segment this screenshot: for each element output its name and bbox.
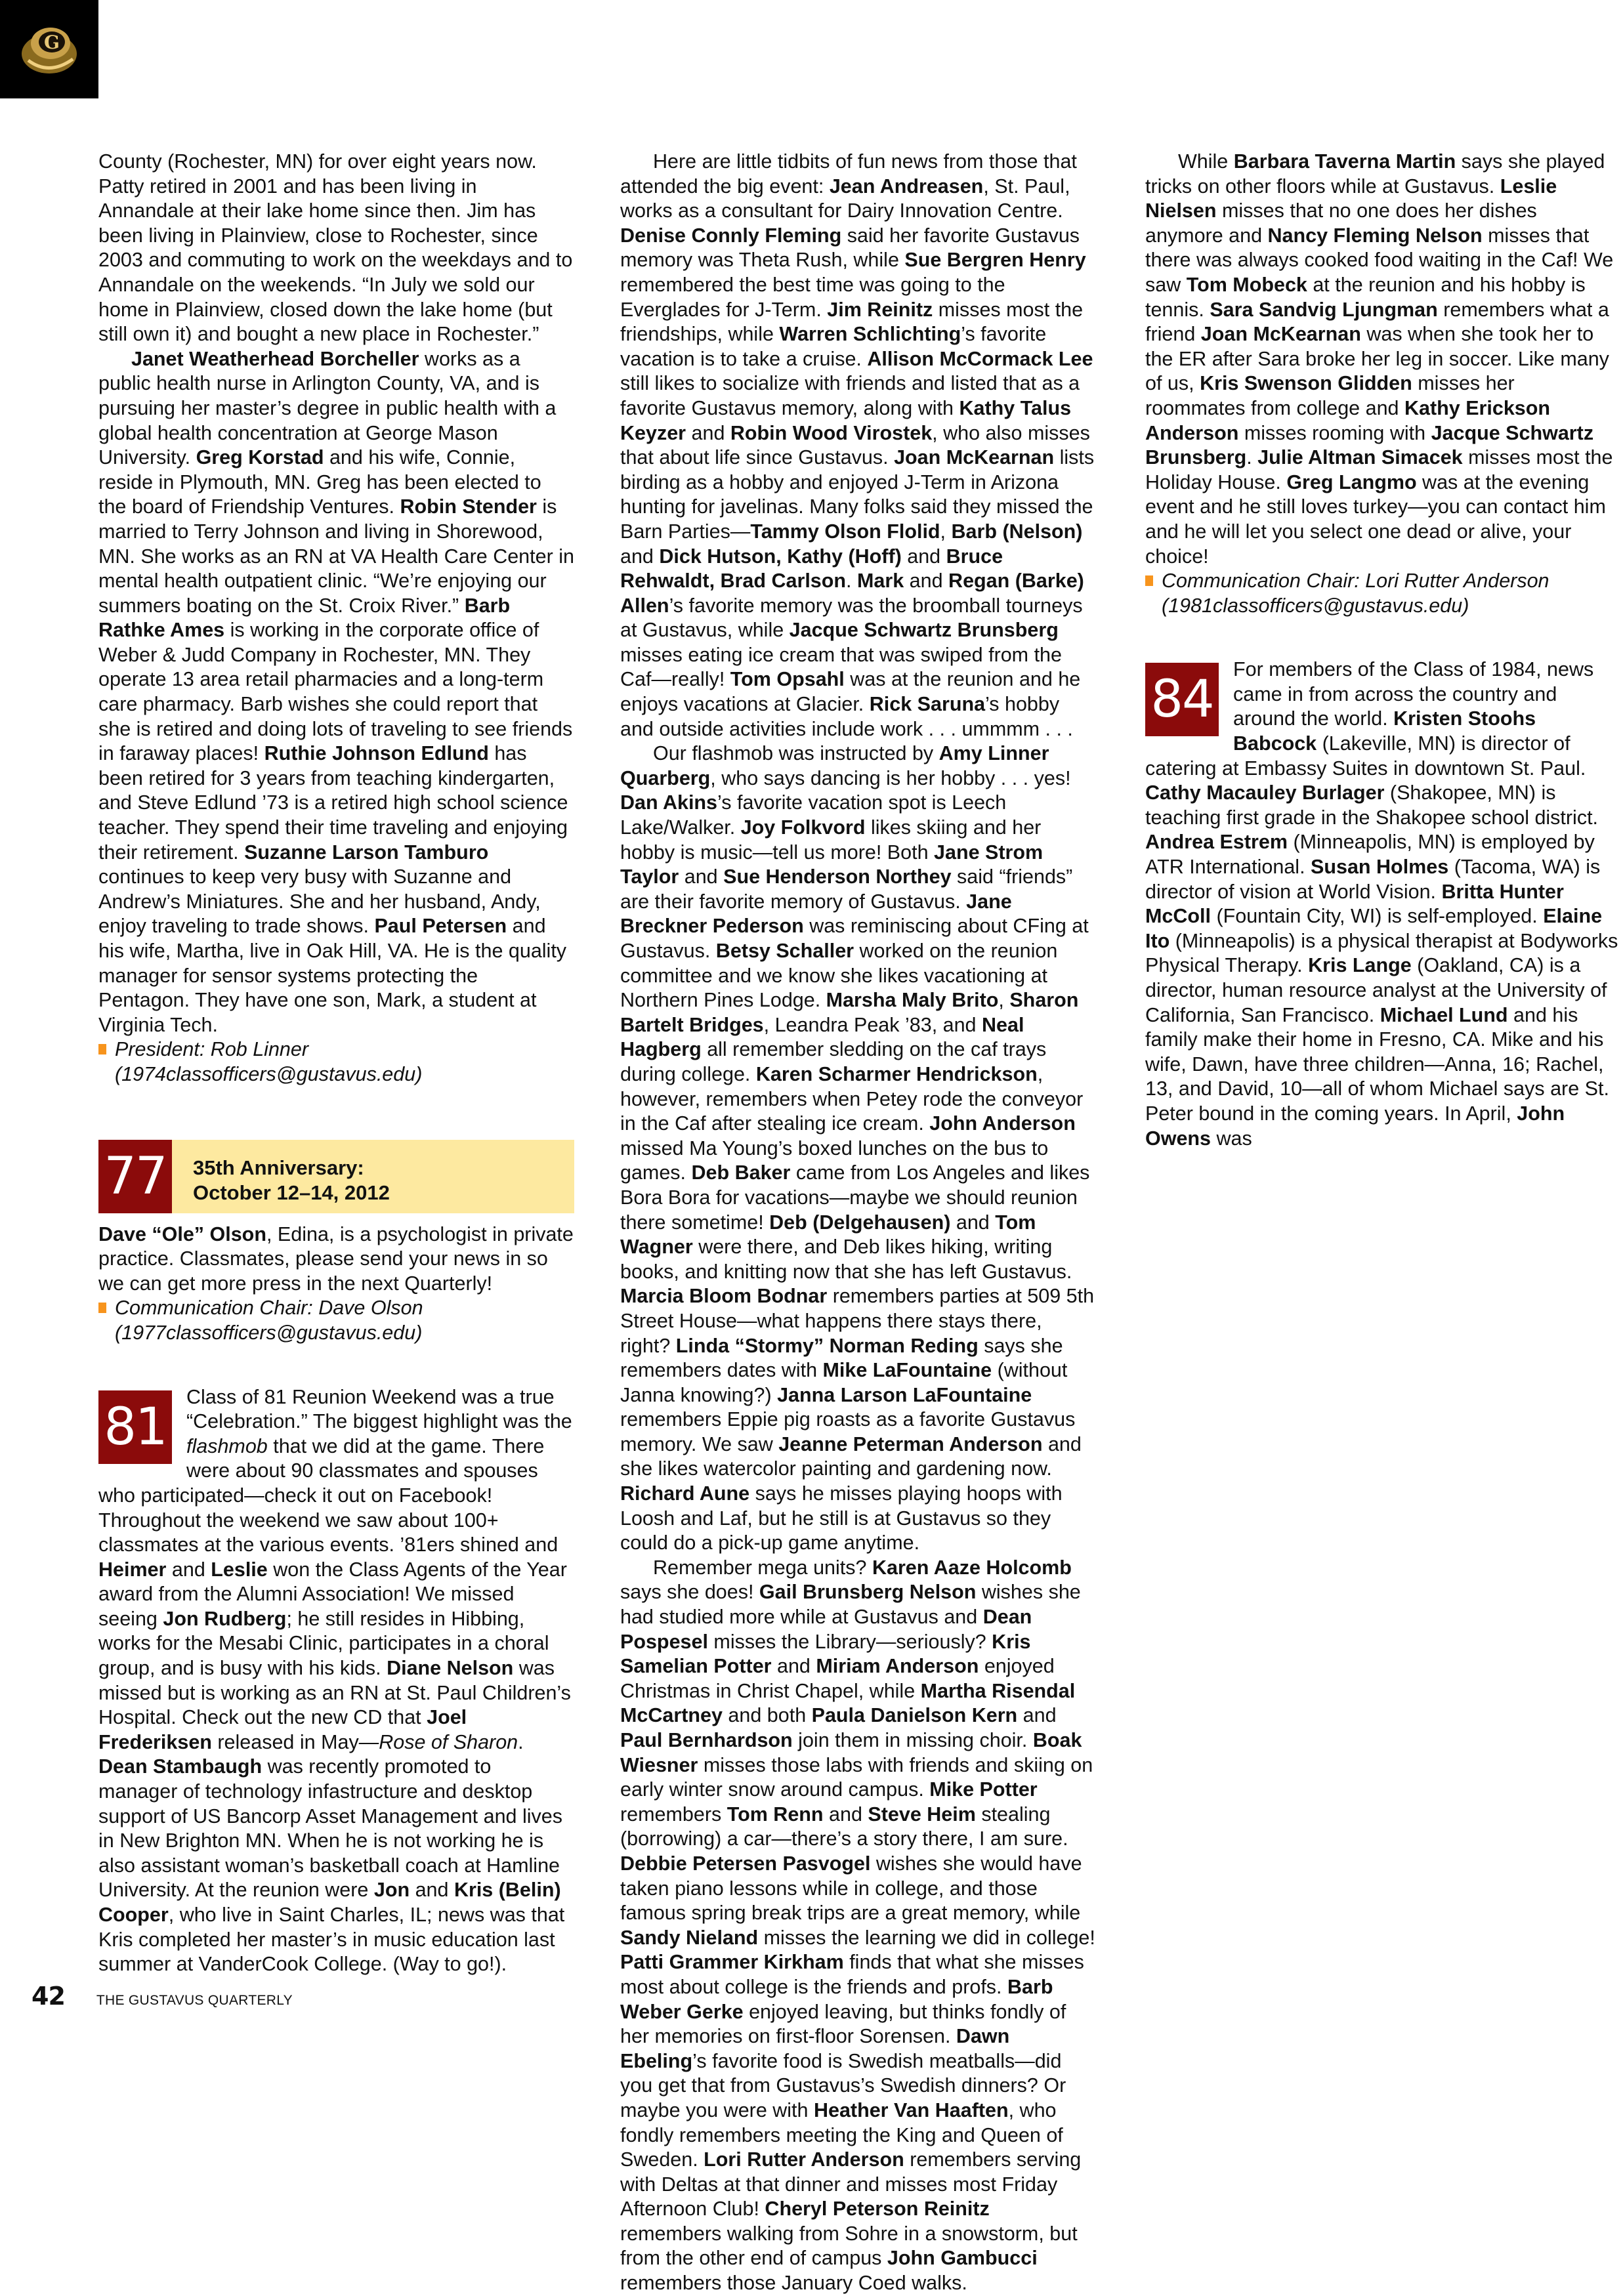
- body-text: and: [620, 545, 660, 568]
- body-text: .: [518, 1730, 524, 1753]
- person-name: Cheryl Peterson Reinitz: [765, 2198, 990, 2221]
- person-name: Jane Strom Taylor: [620, 841, 1043, 888]
- body-text: and: [950, 1211, 996, 1234]
- body-text: continues to keep very busy with Suzanne and Andrew’s Miniatures. She and her husband, Andy, enjoy traveling to trade shows.: [98, 866, 541, 938]
- class-ring-logo: [0, 0, 98, 98]
- person-name: Deb Baker: [691, 1161, 791, 1184]
- body-text: enjoyed leaving, but thinks fondly of her memories on first-floor Sorensen.: [620, 2000, 1066, 2048]
- person-name: Deb (Delgehausen): [769, 1211, 951, 1234]
- body-text: misses that there was always cooked food waiting in the Caf! We saw: [1145, 224, 1614, 296]
- officer-email[interactable]: (1977classofficers@gustavus.edu): [115, 1321, 423, 1344]
- person-name: Jean Andreasen: [829, 175, 984, 198]
- person-name: Tammy Olson Flolid: [750, 520, 940, 543]
- body-text: likes skiing and her hobby is music—tell us more! Both: [620, 816, 1042, 864]
- person-name: Martha Risendal McCartney: [620, 1679, 1076, 1727]
- person-name: Karen Aaze Holcomb: [872, 1556, 1072, 1579]
- body-text: , who live in Saint Charles, IL; news was that Kris completed her master’s in music education last summer at VanderCook College. (Way to go!).: [98, 1904, 565, 1976]
- body-text: misses eating ice cream that was swiped from the Caf—really!: [620, 643, 1062, 691]
- body-text: worked on the reunion committee and we know she likes vacationing at Northern Pines Lodge.: [620, 940, 1058, 1012]
- body-text: ; he still resides in Hibbing, works for the Mesabi Clinic, participates in a choral group, and is busy with his kids.: [98, 1607, 549, 1680]
- officer-email[interactable]: (1974classofficers@gustavus.edu): [115, 1062, 423, 1085]
- square-bullet-icon: [98, 1303, 106, 1313]
- body-text: (Tacoma, WA) is director of vision at World Vision.: [1145, 856, 1601, 903]
- officer-email[interactable]: (1981classofficers@gustavus.edu): [1162, 594, 1469, 617]
- body-text: , who says dancing is her hobby . . . yes!: [710, 766, 1071, 789]
- person-name: Robin Wood Virostek: [730, 421, 933, 444]
- body-text: .: [1246, 446, 1258, 469]
- body-text: misses those labs with friends and skiing on early winter snow around campus.: [620, 1753, 1093, 1801]
- body-text: and: [1017, 1704, 1057, 1727]
- person-name: Joan McKearnan: [894, 446, 1055, 469]
- body-text: is married to Terry Johnson and living in Shorewood, MN. She works as an RN at VA Health Care Center in mental health outpatient clinic. “We’re enjoying our summers boating on the St. Croix River.”: [98, 495, 574, 617]
- person-name: Nancy Fleming Nelson: [1267, 224, 1483, 247]
- person-name: Sharon Bartelt Bridges: [620, 989, 1079, 1036]
- person-name: John Anderson: [929, 1112, 1076, 1135]
- person-name: Neal Hagberg: [620, 1013, 1024, 1061]
- person-name: Steve Heim: [868, 1803, 976, 1826]
- class81-paragraph-2: [620, 150, 1096, 741]
- svg-text:G: G: [44, 31, 60, 53]
- body-text: ,: [998, 989, 1010, 1012]
- person-name: Heather Van Haaften: [813, 2098, 1009, 2121]
- body-text: and: [166, 1558, 211, 1581]
- person-name: Leslie Nielsen: [1145, 175, 1557, 222]
- publication-name: THE GUSTAVUS QUARTERLY: [96, 1993, 293, 2008]
- person-name: Denise Connly Fleming: [620, 224, 842, 247]
- person-name: Dean Pospesel: [620, 1606, 1032, 1653]
- person-name: Elaine Ito: [1145, 905, 1603, 952]
- body-text: remembers what a friend: [1145, 298, 1609, 346]
- body-text: was reminiscing about CFing at Gustavus.: [620, 915, 1089, 962]
- body-text: County (Rochester, MN) for over eight years now. Patty retired in 2001 and has been living in Annandale at their lake home since then. Jim has been living in Plainview, close to Rochester, since 2003 and commuting to work on the weekdays and to Annandale on the weekends. “In July we sold our home in Plainview, closed down the lake home (but still own it) and bought a new place in Rochester.”: [98, 150, 573, 346]
- class74-officer: [98, 1037, 574, 1087]
- italic-text: Rose of Sharon: [379, 1730, 518, 1753]
- person-name: Marcia Bloom Bodnar: [620, 1285, 828, 1308]
- person-name: Britta Hunter McColl: [1145, 880, 1564, 928]
- body-text: lists birding as a hobby and enjoyed J-Term in Arizona hunting for javelinas. Many folks said they missed the Barn Parties—: [620, 446, 1095, 543]
- person-name: Sandy Nieland: [620, 1926, 759, 1949]
- body-text: ,: [940, 520, 952, 543]
- person-name: Tom Renn: [727, 1803, 824, 1826]
- person-name: Allison McCormack Lee: [867, 347, 1093, 370]
- person-name: Mike LaFountaine: [822, 1359, 992, 1382]
- person-name: Warren Schlichting: [779, 323, 961, 346]
- person-name: Kristen Stoohs Babcock: [1233, 707, 1536, 755]
- body-text: was when she took her to the ER after Sara broke her leg in soccer. Like many of us,: [1145, 323, 1609, 395]
- body-text: wishes she had studied more while at Gustavus and: [620, 1581, 1081, 1629]
- body-text: (Fountain City, WI) is self-employed.: [1210, 905, 1544, 928]
- person-name: Barbara Taverna Martin: [1233, 150, 1456, 173]
- person-name: Tom Wagner: [620, 1211, 1036, 1259]
- person-name: Robin Stender: [400, 495, 537, 518]
- body-text: (Shakopee, MN) is teaching first grade in the Shakopee school district.: [1145, 782, 1599, 829]
- body-text: Here are little tidbits of fun news from those that attended the big event:: [620, 150, 1077, 198]
- column-2: [620, 150, 1096, 2296]
- square-bullet-icon: [1145, 575, 1153, 586]
- body-text: misses that no one does her dishes anymore and: [1145, 199, 1537, 247]
- person-name: Bruce Rehwaldt, Brad Carlson: [620, 545, 1003, 593]
- person-name: Heimer: [98, 1558, 167, 1581]
- class77-officer: [98, 1296, 574, 1345]
- person-name: Regan (Barke) Allen: [620, 570, 1084, 617]
- person-name: Dave “Ole” Olson: [98, 1222, 266, 1245]
- person-name: Jon Rudberg: [163, 1607, 287, 1630]
- page-footer: [32, 1982, 293, 2011]
- body-text: .: [846, 570, 857, 593]
- class-year-badge: 84: [1145, 663, 1219, 736]
- body-text: Class of 81 Reunion Weekend was a true “Celebration.” The biggest highlight was the: [186, 1385, 572, 1433]
- body-text: , Edina, is a psychologist in private practice. Classmates, please send your news in so we can get more press in the next Quarterly!: [98, 1222, 574, 1295]
- person-name: Greg Langmo: [1286, 470, 1417, 493]
- anniversary-dates: October 12–14, 2012: [193, 1180, 390, 1204]
- person-name: Cathy Macauley Burlager: [1145, 782, 1385, 804]
- person-name: Leslie: [211, 1558, 268, 1581]
- square-bullet-icon: [98, 1044, 106, 1054]
- body-text: was missed but is working as an RN at St. Paul Children’s Hospital. Check out the new CD that: [98, 1657, 571, 1729]
- person-name: Jacque Schwartz Brunsberg: [1145, 421, 1594, 469]
- body-text: at the reunion and his hobby is tennis.: [1145, 273, 1586, 321]
- body-text: released in May—: [211, 1730, 379, 1753]
- body-text: has been retired for 3 years from teaching kindergarten, and Steve Edlund ’73 is a retired high school science teacher. They spend their time traveling and enjoying their retirement.: [98, 742, 568, 864]
- body-text: remembers Eppie pig roasts as a favorite Gustavus memory. We saw: [620, 1408, 1076, 1455]
- person-name: Dick Hutson, Kathy (Hoff): [659, 545, 902, 568]
- person-name: Sue Henderson Northey: [723, 866, 952, 888]
- body-text: (Minneapolis, MN) is employed by ATR International.: [1145, 831, 1595, 879]
- body-text: says she remembers dates with: [620, 1334, 1063, 1382]
- body-text: is working in the corporate office of Weber & Judd Company in Rochester, MN. They operate 13 area retail pharmacies and a long-term care pharmacy. Barb wishes she could report that she is retired and doing lots of traveling to see friends in faraway places!: [98, 619, 573, 765]
- body-text: Our flashmob was instructed by: [653, 742, 939, 765]
- person-name: Andrea Estrem: [1145, 831, 1288, 854]
- class81-paragraph-5: [1145, 150, 1619, 569]
- body-text: came from Los Angeles and likes Bora Bora for vacations—maybe we should reunion there sometime!: [620, 1161, 1090, 1234]
- person-name: Jane Breckner Pederson: [620, 890, 1012, 938]
- person-name: Marsha Maly Brito: [826, 989, 999, 1012]
- person-name: Jim Reinitz: [827, 298, 933, 321]
- body-text: (without Janna knowing?): [620, 1359, 1068, 1406]
- body-text: remembers: [620, 1803, 727, 1826]
- body-text: misses most the Holiday House.: [1145, 446, 1613, 493]
- person-name: Julie Altman Simacek: [1257, 446, 1463, 469]
- person-name: Barb Rathke Ames: [98, 594, 511, 642]
- person-name: Jeanne Peterman Anderson: [778, 1432, 1043, 1455]
- body-text: says she does!: [620, 1581, 759, 1604]
- person-name: Janna Larson LaFountaine: [777, 1383, 1032, 1406]
- body-text: stealing (borrowing) a car—there’s a story there, I am sure.: [620, 1803, 1068, 1850]
- officer-title: President: Rob Linner: [115, 1038, 309, 1061]
- body-text: and his family make their home in Fresno, CA. Mike and his wife, Dawn, have three children—Anna, 16; Rachel, 13, and David, 10—all of whom Michael says are St. Peter bound in the coming years. In April,: [1145, 1003, 1609, 1125]
- person-name: Paula Danielson Kern: [811, 1704, 1018, 1727]
- person-name: Joel Frederiksen: [98, 1706, 467, 1753]
- person-name: Kris Lange: [1308, 954, 1412, 977]
- body-text: ’s favorite memory was the broomball tourneys at Gustavus, while: [620, 594, 1083, 642]
- person-name: Miriam Anderson: [816, 1655, 979, 1678]
- person-name: Linda “Stormy” Norman Reding: [675, 1334, 979, 1357]
- body-text: misses her roommates from college and: [1145, 372, 1515, 419]
- body-text: was recently promoted to manager of technology infastructure and desktop support of US Bancorp Asset Management and lives in New Brighton MN. When he is not working he is also assistant woman’s basketball coach at Hamline University. At the reunion were: [98, 1755, 562, 1902]
- person-name: Kris Swenson Glidden: [1200, 372, 1412, 395]
- person-name: Tom Opsahl: [730, 668, 845, 691]
- person-name: Jon: [373, 1879, 410, 1902]
- body-text: misses the learning we did in college!: [758, 1926, 1095, 1949]
- person-name: Suzanne Larson Tamburo: [244, 841, 489, 864]
- body-text: For members of the Class of 1984, news came in from across the country and around the world.: [1233, 658, 1594, 730]
- body-text: While: [1178, 150, 1234, 173]
- body-text: (Minneapolis) is a physical therapist at Bodyworks Physical Therapy.: [1145, 929, 1618, 977]
- body-text: , St. Paul, works as a consultant for Dairy Innovation Centre.: [620, 175, 1070, 222]
- body-text: and: [901, 545, 946, 568]
- body-text: missed Ma Young’s boxed lunches on the bus to games.: [620, 1137, 1049, 1184]
- body-text: (Lakeville, MN) is director of catering at Embassy Suites in downtown St. Paul.: [1145, 732, 1586, 780]
- body-text: and: [679, 866, 724, 888]
- body-text: ’s favorite vacation is to take a cruise.: [620, 323, 1047, 370]
- person-name: Kris (Belin) Cooper: [98, 1879, 561, 1926]
- person-name: Tom Mobeck: [1186, 273, 1307, 296]
- class81-paragraph-4: [620, 1556, 1096, 2296]
- class-ring-icon: [10, 13, 89, 85]
- class74-paragraph-1: [98, 150, 574, 347]
- body-text: and: [823, 1803, 868, 1826]
- body-text: wishes she would have taken piano lessons while in college, and those famous spring break trips are a great memory, while: [620, 1852, 1082, 1925]
- person-name: Debbie Petersen Pasvogel: [620, 1852, 871, 1875]
- class81-officer: [1145, 569, 1619, 618]
- body-text: Remember mega units?: [653, 1556, 872, 1579]
- person-name: Dawn Ebeling: [620, 2025, 1010, 2072]
- person-name: Sue Bergren Henry: [904, 249, 1086, 272]
- person-name: Greg Korstad: [196, 446, 324, 469]
- body-text: was at the evening event and he still loves turkey—you can contact him and he will let you select one dead or alive, your choice!: [1145, 470, 1606, 568]
- person-name: Rick Saruna: [869, 693, 986, 716]
- person-name: Lori Rutter Anderson: [704, 2148, 904, 2171]
- person-name: Barb Weber Gerke: [620, 1975, 1053, 2023]
- body-text: and: [686, 421, 730, 444]
- person-name: Kris Samelian Potter: [620, 1630, 1031, 1678]
- body-text: and: [904, 570, 949, 593]
- body-text: works as a public health nurse in Arlington County, VA, and is pursuing her master’s degree in public health with a global health concentration at George Mason University.: [98, 347, 557, 469]
- person-name: Kathy Erickson Anderson: [1145, 396, 1551, 444]
- anniversary-title: 35th Anniversary:: [193, 1156, 364, 1179]
- body-text: and: [410, 1879, 454, 1902]
- class81-paragraph-1: [98, 1385, 574, 1977]
- person-name: Betsy Schaller: [715, 940, 854, 962]
- person-name: Paul Petersen: [374, 915, 507, 938]
- body-text: all remember sledding on the caf trays during college.: [620, 1038, 1047, 1085]
- body-text: and she likes watercolor painting and gardening now.: [620, 1432, 1082, 1480]
- person-name: Patti Grammer Kirkham: [620, 1951, 844, 1974]
- body-text: join them in missing choir.: [792, 1729, 1033, 1751]
- class81-paragraph-3: [620, 741, 1096, 1556]
- column-1: [98, 150, 574, 1977]
- body-text: and his wife, Martha, live in Oak Hill, VA. He is the quality manager for sensor systems protecting the Pentagon. They have one son, Mark, a student at Virginia Tech.: [98, 915, 567, 1036]
- person-name: Karen Scharmer Hendrickson: [755, 1062, 1038, 1085]
- body-text: , who also misses that about life since Gustavus.: [620, 421, 1090, 469]
- person-name: Diane Nelson: [387, 1657, 514, 1680]
- officer-title: Communication Chair: Lori Rutter Anderson: [1162, 570, 1549, 593]
- body-text: remembers those January Coed walks.: [620, 2272, 967, 2295]
- person-name: Sara Sandvig Ljungman: [1210, 298, 1438, 321]
- class74-paragraph-2: [98, 347, 574, 1038]
- person-name: John Owens: [1145, 1102, 1565, 1150]
- body-text: remembered the best time was going to the Everglades for J-Term.: [620, 273, 1005, 321]
- officer-title: Communication Chair: Dave Olson: [115, 1297, 423, 1320]
- person-name: Susan Holmes: [1311, 856, 1449, 879]
- body-text: said her favorite Gustavus memory was Theta Rush, while: [620, 224, 1080, 272]
- body-text: was: [1211, 1127, 1252, 1150]
- class77-paragraph-1: [98, 1222, 574, 1297]
- body-text: that we did at the game. There were about 90 classmates and spouses who participated—check it out on Facebook! Throughout the weekend we saw about 100+ classmates at the various events. ’81ers shined and: [98, 1434, 559, 1556]
- person-name: Gail Brunsberg Nelson: [759, 1581, 977, 1604]
- body-text: , Leandra Peak ’83, and: [763, 1013, 982, 1036]
- body-text: , who fondly remembers meeting the King and Queen of Sweden.: [620, 2098, 1063, 2171]
- page-number: 42: [32, 1982, 65, 2011]
- person-name: Paul Bernhardson: [620, 1729, 793, 1751]
- body-text: ’s favorite vacation spot is Leech Lake/Walker.: [620, 791, 1007, 839]
- body-text: and both: [722, 1704, 812, 1727]
- body-text: says she played tricks on other floors while at Gustavus.: [1145, 150, 1605, 198]
- class-year-badge: 77: [98, 1140, 172, 1213]
- person-name: Boak Wiesner: [620, 1729, 1082, 1776]
- person-name: Kathy Talus Keyzer: [620, 396, 1072, 444]
- anniversary-heading: [172, 1140, 390, 1213]
- body-text: says he misses playing hoops with Loosh and Laf, but he still is at Gustavus so they could do a pick-up game anytime.: [620, 1482, 1063, 1555]
- body-text: won the Class Agents of the Year award from the Alumni Association! We missed seeing: [98, 1558, 567, 1630]
- person-name: Dan Akins: [620, 791, 718, 814]
- person-name: Jacque Schwartz Brunsberg: [789, 619, 1059, 642]
- body-text: still likes to socialize with friends and listed that as a favorite Gustavus memory, along with: [620, 372, 1080, 419]
- body-text: enjoyed Christmas in Christ Chapel, while: [620, 1655, 1055, 1702]
- body-text: remembers serving with Deltas at that dinner and misses most Friday Afternoon Club!: [620, 2148, 1082, 2221]
- body-text: remembers parties at 509 5th Street House—what happens there stays there, right?: [620, 1285, 1095, 1357]
- person-name: Joan McKearnan: [1200, 323, 1361, 346]
- body-text: (Oakland, CA) is a director, human resource analyst at the University of California, San Francisco.: [1145, 954, 1607, 1026]
- body-text: and: [771, 1655, 816, 1678]
- body-text: , however, remembers when Petey rode the conveyor in the Caf after stealing ice cream.: [620, 1062, 1084, 1135]
- person-name: Richard Aune: [620, 1482, 750, 1505]
- person-name: Janet Weatherhead Borcheller: [131, 347, 419, 370]
- class-year-badge: 81: [98, 1390, 172, 1464]
- body-text: were there, and Deb likes hiking, writing books, and knitting now that she has left Gustavus.: [620, 1236, 1072, 1283]
- body-text: misses rooming with: [1238, 421, 1431, 444]
- body-text: finds that what she misses most about college is the friends and profs.: [620, 1951, 1084, 1998]
- person-name: Ruthie Johnson Edlund: [264, 742, 489, 765]
- class77-banner: [98, 1140, 574, 1213]
- body-text: misses the Library—seriously?: [707, 1630, 992, 1653]
- body-text: ’s hobby and outside activities include work . . . ummmm . . .: [620, 693, 1073, 740]
- body-text: and his wife, Connie, reside in Plymouth, MN. Greg has been elected to the board of Friendship Ventures.: [98, 446, 541, 518]
- person-name: Mark: [857, 570, 904, 593]
- body-text: was at the reunion and he enjoys vacations at Glacier.: [620, 668, 1081, 716]
- person-name: Mike Potter: [929, 1778, 1038, 1801]
- italic-text: flashmob: [186, 1434, 268, 1457]
- body-text: said “friends” are their favorite memory of Gustavus.: [620, 866, 1073, 913]
- person-name: Amy Linner Quarberg: [620, 742, 1049, 789]
- body-text: misses most the friendships, while: [620, 298, 1084, 346]
- person-name: Dean Stambaugh: [98, 1755, 263, 1778]
- column-3: [1145, 150, 1619, 1151]
- body-text: remembers walking from Sohre in a snowstorm, but from the other end of campus: [620, 2222, 1078, 2270]
- person-name: Michael Lund: [1380, 1003, 1508, 1026]
- person-name: Barb (Nelson): [951, 520, 1083, 543]
- body-text: ’s favorite food is Swedish meatballs—did you get that from Gustavus’s Swedish dinners? Or maybe you were with: [620, 2049, 1066, 2121]
- person-name: John Gambucci: [887, 2247, 1038, 2270]
- person-name: Joy Folkvord: [740, 816, 866, 839]
